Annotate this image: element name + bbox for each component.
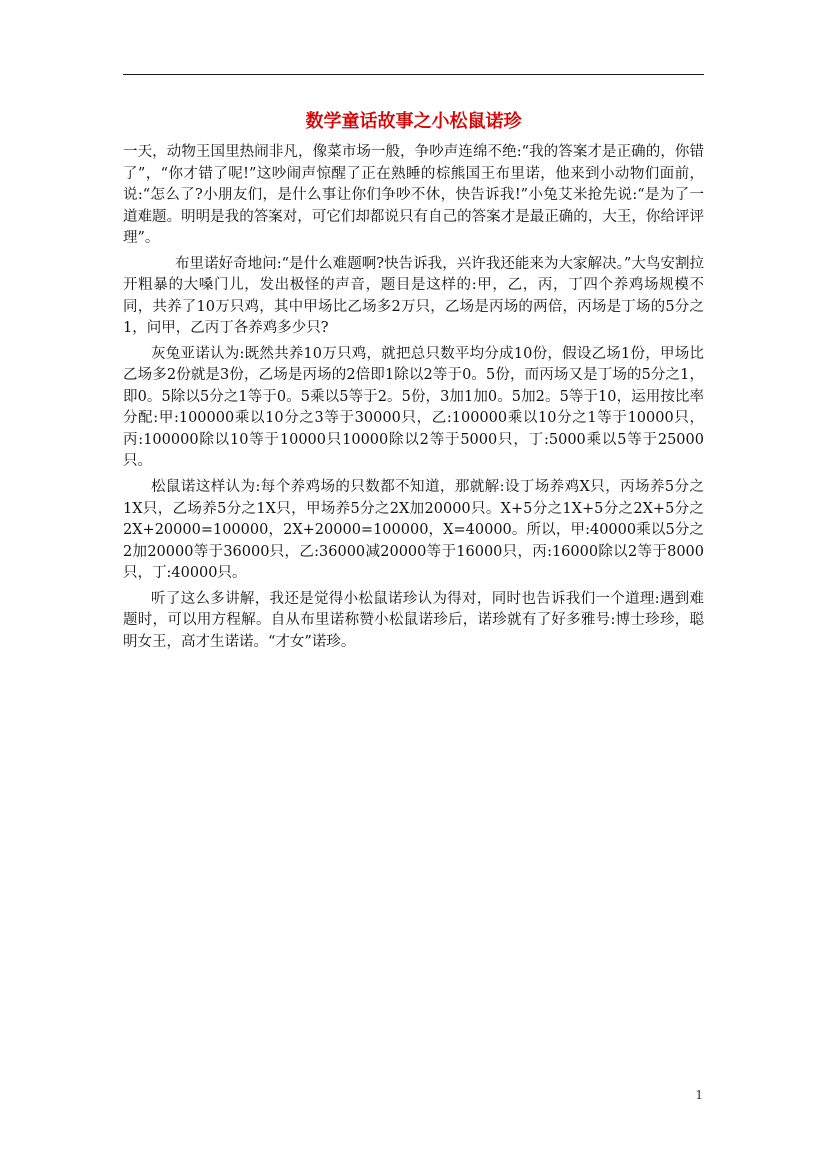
document-title: 数学童话故事之小松鼠诺珍: [305, 111, 522, 132]
paragraph-4: 松鼠诺这样认为:每个养鸡场的只数都不知道，那就解:设丁场养鸡X只，丙场养5分之1X只，乙场养5分之1X只，甲场养5分之2X加20000只。X+5分之1X+5分之2X+5分之2X+20000=100000，2X+20000=100000，X=40000。所以，甲:40000乘以5分之2加20000等于36000只，乙:36000减20000等于16000只，丙:16000除以2等于8000只，丁:40000只。: [123, 479, 704, 582]
paragraph-3: 灰兔亚诺认为:既然共养10万只鸡，就把总只数平均分成10份，假设乙场1份，甲场比乙场多2份就是3份，乙场是丙场的2倍即1除以2等于0。5份，而丙场又是丁场的5分之1，即0。5除以5分之1等于0。5乘以5等于2。5份，3加1加0。5加2。5等于10，运用按比率分配:甲:100000乘以10分之3等于30000只，乙:100000乘以10分之1等于10000只，丙:100000除以10等于10000只10000除以2等于5000只，丁:5000乘以5等于25000只。: [123, 345, 704, 470]
paragraph-5: 听了这么多讲解，我还是觉得小松鼠诺珍认为得对，同时也告诉我们一个道理:遇到难题时，可以用方程解。自从布里诺称赞小松鼠诺珍后，诺珍就有了好多雅号:博士珍珍，聪明女王，高才生诺诺。“才女”诺珍。: [123, 590, 704, 650]
paragraph-2: 布里诺好奇地问:“是什么难题啊?快告诉我，兴许我还能来为大家解决。”大鸟安割拉开粗暴的大嗓门儿，发出极怪的声音，题目是这样的:甲，乙，丙，丁四个养鸡场规模不同，共养了10万只鸡，其中甲场比乙场多2万只，乙场是丙场的两倍，丙场是丁场的5分之1，问甲，乙丙丁各养鸡多少只?: [123, 255, 704, 337]
page-number: 1: [695, 1088, 703, 1102]
document-body: [123, 142, 704, 657]
header-rule: [123, 74, 704, 75]
paragraph-1: 一天，动物王国里热闹非凡，像菜市场一般，争吵声连绵不绝:“我的答案才是正确的，你错了”，“你才错了呢!”这吵闹声惊醒了正在熟睡的棕熊国王布里诺，他来到小动物们面前，说:“怎么了?小朋友们，是什么事让你们争吵不休，快告诉我!”小兔艾米抢先说:“是为了一道难题。明明是我的答案对，可它们却都说只有自己的答案才是最正确的，大王，你给评评理”。: [123, 144, 704, 246]
